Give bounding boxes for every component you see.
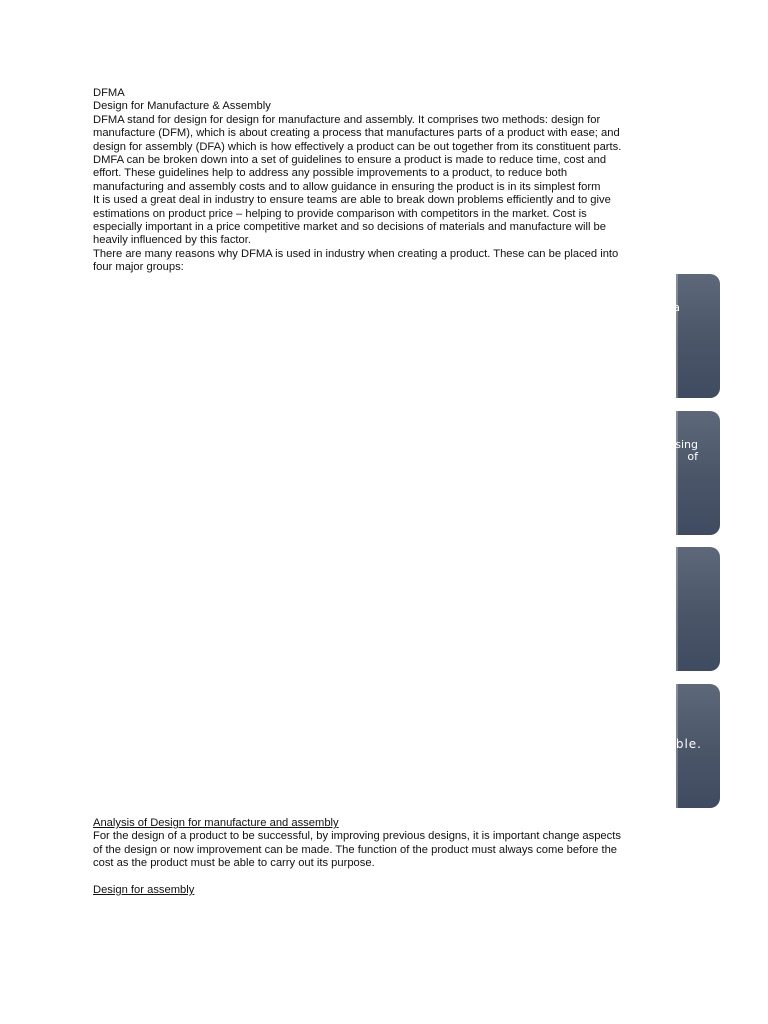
major-groups-diagram bbox=[673, 274, 720, 809]
group-card-text bbox=[676, 738, 702, 750]
group-card bbox=[673, 274, 720, 398]
analysis-paragraph bbox=[93, 830, 683, 870]
group-card-text bbox=[673, 302, 680, 314]
group-card bbox=[676, 547, 720, 671]
intro-line: manufacturing and assembly costs and to allow guidance in ensuring the product is in its simplest form bbox=[93, 180, 601, 193]
document-subtitle: Design for Manufacture & Assembly bbox=[93, 100, 271, 113]
intro-line: manufacture (DFM), which is about creating a process that manufactures parts of a product with ease; and bbox=[93, 127, 620, 140]
assembly-heading: Design for assembly bbox=[93, 884, 195, 897]
intro-line: especially important in a price competitive market and so decisions of materials and manufacture will be bbox=[93, 221, 607, 234]
intro-line: There are many reasons why DFMA is used in industry when creating a product. These can be placed into bbox=[93, 247, 619, 260]
group-card-line: ble. bbox=[675, 737, 702, 751]
intro-line: effort. These guidelines help to address any possible improvements to a product, to reduce both bbox=[93, 167, 568, 180]
document-title: DFMA bbox=[93, 87, 125, 99]
analysis-line: of the design or now improvement can be made. The function of the product must always come before the bbox=[93, 843, 618, 856]
paragraph-spacer bbox=[93, 871, 683, 884]
group-card-text bbox=[675, 439, 698, 463]
intro-line: heavily influenced by this factor. bbox=[93, 234, 251, 247]
analysis-heading: Analysis of Design for manufacture and assembly bbox=[93, 817, 339, 829]
intro-paragraph bbox=[93, 114, 683, 275]
analysis-line: For the design of a product to be successful, by improving previous designs, it is important change aspects bbox=[93, 830, 621, 843]
intro-line: four major groups: bbox=[93, 261, 184, 274]
group-card bbox=[676, 411, 720, 535]
group-card-line: of bbox=[687, 450, 698, 463]
group-card-line: sing bbox=[675, 438, 698, 451]
intro-line: DFMA stand for design for design for manufacture and assembly. It comprises two methods: design for bbox=[93, 113, 601, 126]
document-body bbox=[93, 87, 683, 275]
analysis-section bbox=[93, 817, 683, 897]
intro-line: design for assembly (DFA) which is how effectively a product can be out together from its constituent parts. bbox=[93, 140, 622, 153]
intro-line: It is used a great deal in industry to ensure teams are able to break down problems efficiently and to give bbox=[93, 194, 611, 207]
intro-line: DMFA can be broken down into a set of guidelines to ensure a product is made to reduce time, cost and bbox=[93, 154, 607, 167]
analysis-line: cost as the product must be able to carry out its purpose. bbox=[93, 857, 375, 870]
intro-line: estimations on product price – helping to provide comparison with competitors in the market. Cost is bbox=[93, 207, 587, 220]
group-card bbox=[676, 684, 720, 808]
group-card-line: a bbox=[673, 301, 680, 314]
